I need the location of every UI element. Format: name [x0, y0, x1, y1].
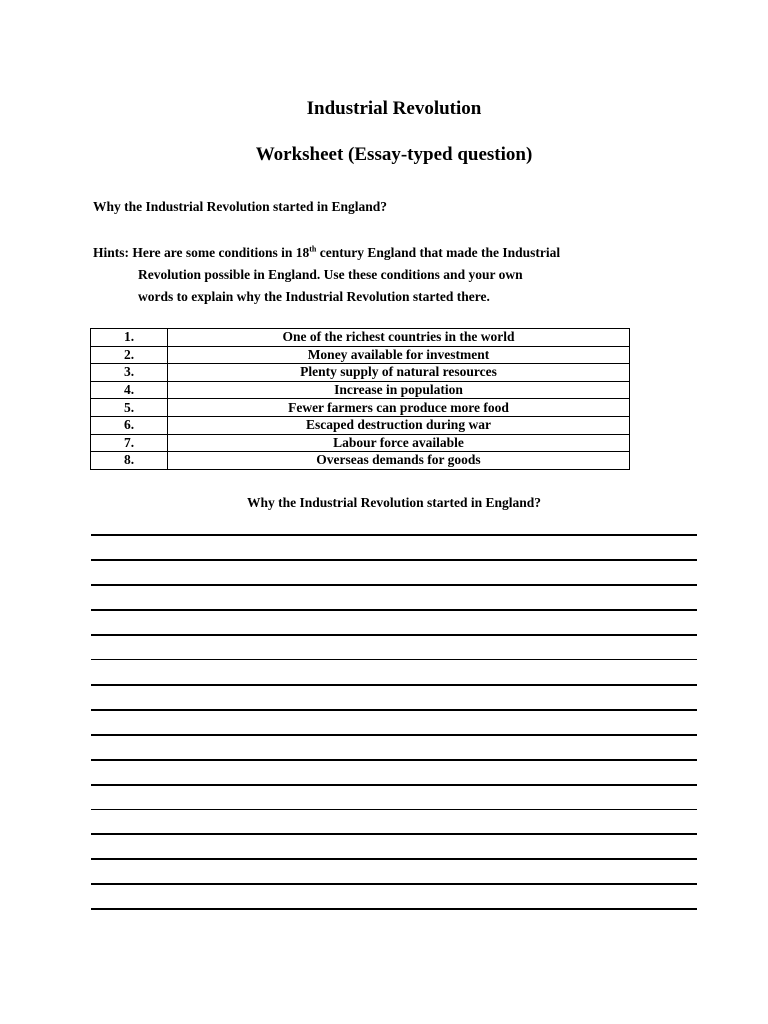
condition-text: Plenty supply of natural resources [168, 364, 630, 382]
table-row [91, 329, 630, 347]
condition-number: 4. [91, 381, 168, 399]
condition-text: Labour force available [168, 434, 630, 452]
page-title: Industrial Revolution [306, 98, 482, 119]
condition-text: Fewer farmers can produce more food [168, 399, 630, 417]
answer-line[interactable] [91, 833, 697, 835]
table-row [91, 434, 630, 452]
condition-number: 8. [91, 452, 168, 470]
answer-line[interactable] [91, 883, 697, 885]
answer-line[interactable] [91, 684, 697, 686]
condition-text: One of the richest countries in the world [168, 329, 630, 347]
answer-line[interactable] [91, 759, 697, 761]
worksheet-subtitle: Worksheet (Essay-typed question) [255, 144, 533, 165]
condition-text: Money available for investment [168, 346, 630, 364]
hints-line-1-start: Hints: Here are some conditions in 18 [93, 245, 310, 260]
condition-number: 6. [91, 416, 168, 434]
table-row [91, 416, 630, 434]
answer-line[interactable] [91, 659, 697, 660]
essay-question: Why the Industrial Revolution started in England? [93, 199, 388, 214]
condition-number: 2. [91, 346, 168, 364]
table-row [91, 364, 630, 382]
condition-text: Overseas demands for goods [168, 452, 630, 470]
answer-line[interactable] [91, 734, 697, 736]
table-row [91, 399, 630, 417]
condition-number: 1. [91, 329, 168, 347]
hints-line-2: Revolution possible in England. Use these conditions and your own [138, 267, 523, 282]
table-row [91, 381, 630, 399]
answer-line[interactable] [91, 858, 697, 860]
condition-number: 7. [91, 434, 168, 452]
answer-line[interactable] [91, 559, 697, 561]
hints-line-1-end: century England that made the Industrial [316, 245, 561, 260]
answer-line[interactable] [91, 809, 697, 810]
answer-line[interactable] [91, 784, 697, 786]
hints-line-1 [93, 242, 653, 264]
condition-text: Increase in population [168, 381, 630, 399]
condition-number: 5. [91, 399, 168, 417]
answer-line[interactable] [91, 609, 697, 611]
table-row [91, 346, 630, 364]
answer-prompt: Why the Industrial Revolution started in England? [246, 495, 542, 510]
conditions-table [90, 328, 630, 470]
answer-line[interactable] [91, 634, 697, 636]
hints-paragraph [93, 242, 653, 308]
answer-line[interactable] [91, 908, 697, 910]
ordinal-suffix: th [309, 244, 317, 254]
condition-text: Escaped destruction during war [168, 416, 630, 434]
hints-line-3: words to explain why the Industrial Revolution started there. [138, 289, 490, 304]
table-row [91, 452, 630, 470]
answer-line[interactable] [91, 534, 697, 536]
condition-number: 3. [91, 364, 168, 382]
answer-line[interactable] [91, 584, 697, 586]
answer-line[interactable] [91, 709, 697, 711]
